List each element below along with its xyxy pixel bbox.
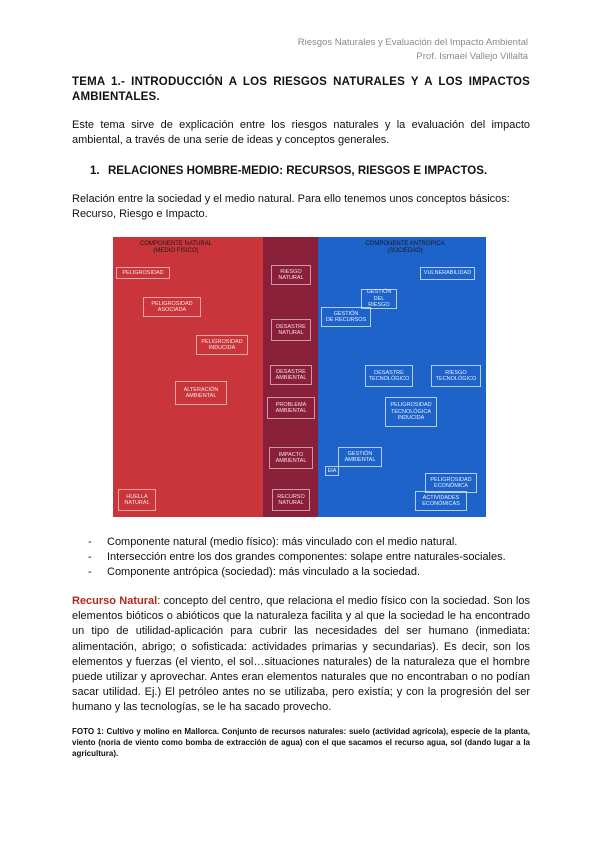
list-item: - Componente natural (medio físico): más vinculado con el medio natural. <box>88 535 528 550</box>
box-peligrosidad-tecnologica: PELIGROSIDAD TECNOLÓGICA INDUCIDA <box>385 397 437 427</box>
box-gestion-riesgo: GESTIÓN DEL RIESGO <box>361 289 397 309</box>
box-problema-ambiental: PROBLEMA AMBIENTAL <box>267 397 315 419</box>
box-gestion-recursos: GESTIÓN DE RECURSOS <box>321 307 371 327</box>
box-vulnerabilidad: VULNERABILIDAD <box>420 267 475 280</box>
section-label: RELACIONES HOMBRE-MEDIO: RECURSOS, RIESGOS E IMPACTOS. <box>108 165 488 177</box>
box-desastre-ambiental: DESASTRE AMBIENTAL <box>270 365 312 385</box>
box-alteracion-ambiental: ALTERACIÓN AMBIENTAL <box>175 381 227 405</box>
relation-paragraph: Relación entre la sociedad y el medio natural. Para ello tenemos unos conceptos básicos: Recurso, Riesgo e Impacto. <box>72 193 510 220</box>
box-gestion-ambiental: GESTIÓN AMBIENTAL <box>338 447 382 467</box>
box-recurso-natural: RECURSO NATURAL <box>272 489 310 511</box>
box-peligrosidad: PELIGROSIDAD <box>116 267 170 279</box>
page-title: TEMA 1.- INTRODUCCIÓN A LOS RIESGOS NATURALES Y A LOS IMPACTOS AMBIENTALES. <box>72 76 530 103</box>
box-riesgo-tecnologico: RIESGO TECNOLÓGICO <box>431 365 481 387</box>
list-item: - Intersección entre los dos grandes componentes: solape entre naturales-sociales. <box>88 550 528 565</box>
section-heading <box>90 165 487 177</box>
box-peligrosidad-inducida: PELIGROSIDAD INDUCIDA <box>196 335 248 355</box>
box-peligrosidad-economica: PELIGROSIDAD ECONÓMICA <box>425 473 477 493</box>
header-author: Prof. Ismael Vallejo Villalta <box>416 51 528 62</box>
list-item: - Componente antrópica (sociedad): más vinculado a la sociedad. <box>88 565 528 580</box>
box-actividades-economicas: ACTIVIDADES ECONÓMICAS <box>415 491 467 511</box>
header-course: Riesgos Naturales y Evaluación del Impacto Ambiental <box>297 37 528 48</box>
recurso-natural-paragraph <box>72 594 530 716</box>
antropic-heading: COMPONENTE ANTRÓPICA (SOCIEDAD) <box>365 241 445 254</box>
recurso-natural-term: Recurso Natural <box>72 595 158 607</box>
box-peligrosidad-asociada: PELIGROSIDAD ASOCIADA <box>143 297 201 317</box>
component-list <box>88 535 528 580</box>
box-huella-natural: HUELLA NATURAL <box>118 489 156 511</box>
box-riesgo-natural: RIESGO NATURAL <box>271 265 311 285</box>
intro-paragraph: Este tema sirve de explicación entre los riesgos naturales y la evaluación del impacto ambiental, a través de una serie de ideas y conceptos generales. <box>72 119 530 146</box>
concepts-diagram <box>113 237 486 517</box>
natural-component-area <box>113 237 263 517</box>
section-number: 1. <box>90 165 100 177</box>
natural-heading: COMPONENTE NATURAL (MEDIO FÍSICO) <box>139 241 213 254</box>
photo-caption: FOTO 1: Cultivo y molino en Mallorca. Conjunto de recursos naturales: suelo (actividad agrícola), especie de la planta, viento (noria de viento como bomba de extracción de agua) con el que sacamos el recurso agua, sol (dando lugar a la agricultura). <box>72 727 530 758</box>
box-desastre-tecnologico: DESASTRE TECNOLÓGICO <box>365 365 413 387</box>
box-eia: EIA <box>325 466 339 476</box>
page-header <box>298 36 528 64</box>
box-desastre-natural: DESASTRE NATURAL <box>271 319 311 341</box>
box-impacto-ambiental: IMPACTO AMBIENTAL <box>269 447 313 469</box>
recurso-natural-text: : concepto del centro, que relaciona el medio físico con la sociedad. Son los elementos bióticos o abióticos que la naturaleza facilita y al que la sociedad le ha encontrado un tipo de utilidad-aplicación para cubrir las necesidades del ser humano (inmediata: alimentación, abrigo; o sofisticada: actividades primarias y secundarias). Es decir, son los elementos y fuerzas (el viento, el sol…situaciones naturales) de la naturaleza que el hombre puede utilizar y aprovechar. Antes eran elementos naturales que no encontraban o no podían sacar utilidad. Ej.) El petróleo antes no se utilizaba, pero existía; y con la progresión del ser humano y las tecnologías, se le ha sacado provecho. <box>72 595 530 714</box>
